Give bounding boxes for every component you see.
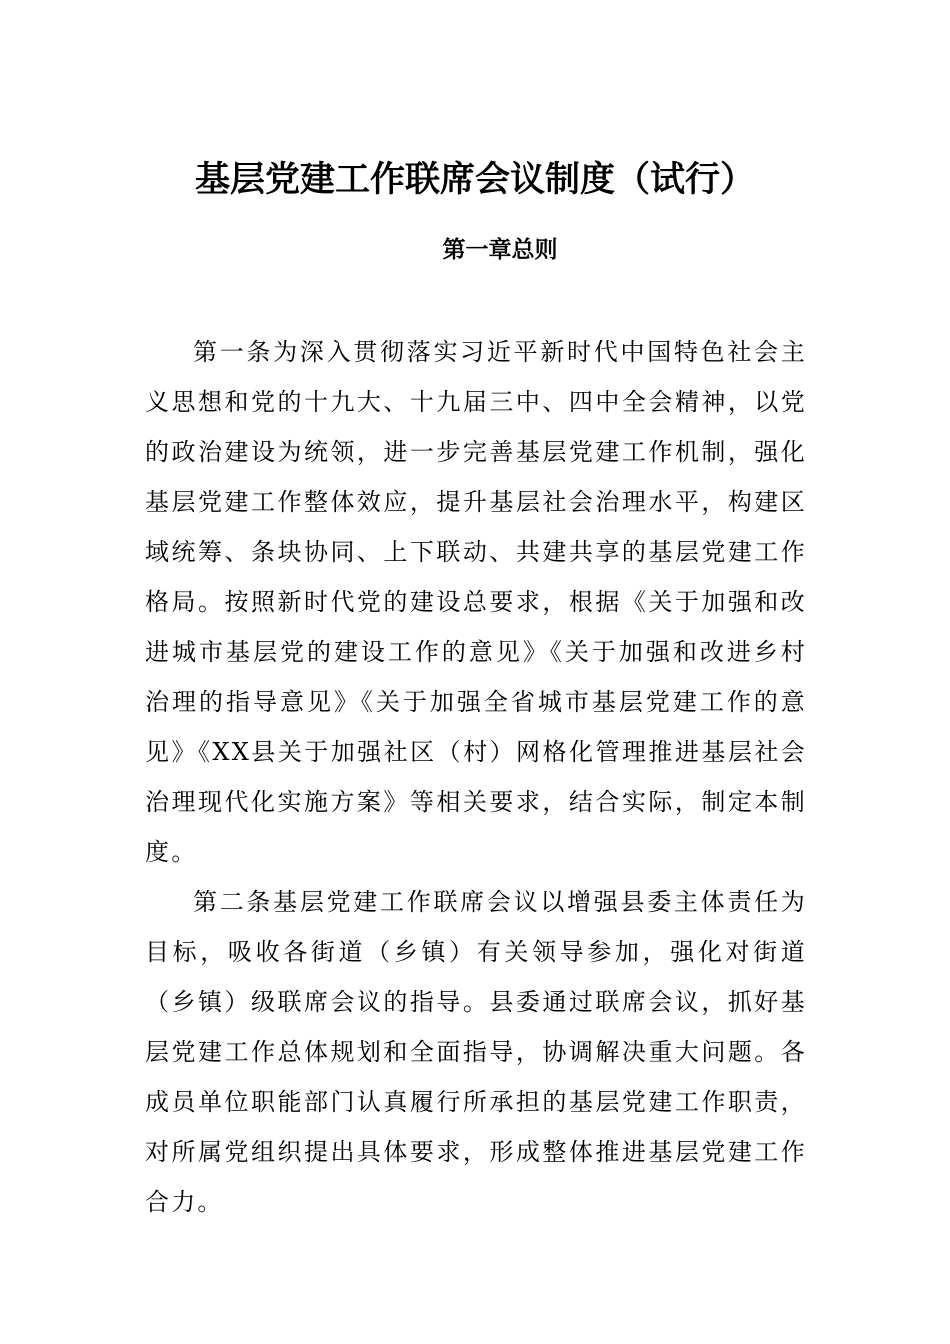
document-title: 基层党建工作联席会议制度（试行） [194,160,755,200]
article-paragraph: 第二条基层党建工作联席会议以增强县委主体责任为目标，吸收各街道（乡镇）有关领导参加，强化对街道（乡镇）级联席会议的指导。县委通过联席会议，抓好基层党建工作总体规划和全面指导，协调解决重大问题。各成员单位职能部门认真履行所承担的基层党建工作职责，对所属党组织提出具体要求，形成整体推进基层党建工作合力。 [145,888,807,1216]
article-paragraph: 第一条为深入贯彻落实习近平新时代中国特色社会主义思想和党的十九大、十九届三中、四中全会精神，以党的政治建设为统领，进一步完善基层党建工作机制，强化基层党建工作整体效应，提升基层社会治理水平，构建区域统筹、条块协同、上下联动、共建共享的基层党建工作格局。按照新时代党的建设总要求，根据《关于加强和改进城市基层党的建设工作的意见》《关于加强和改进乡村治理的指导意见》《关于加强全省城市基层党建工作的意见》《XX县关于加强社区（村）网格化管理推进基层社会治理现代化实施方案》等相关要求，结合实际，制定本制度。 [145,338,807,866]
chapter-heading: 第一章总则 [442,237,558,263]
document-body [145,327,807,1227]
